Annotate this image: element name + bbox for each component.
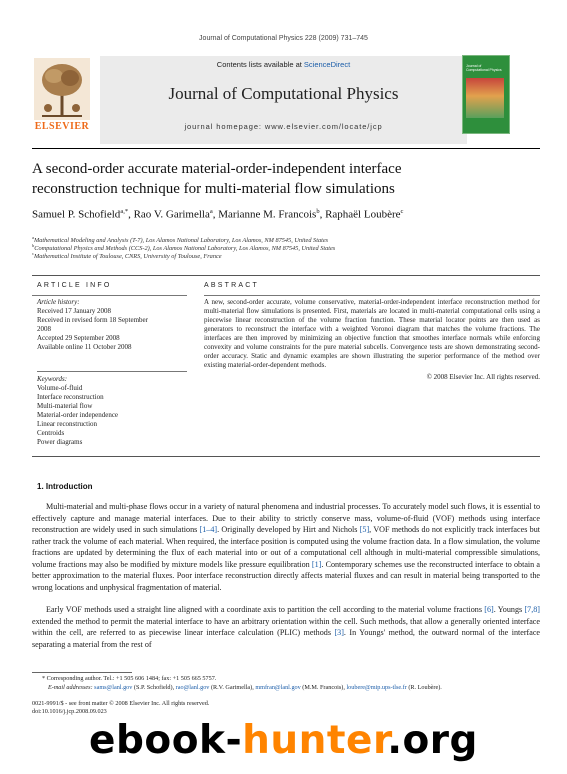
author-separator: , [128,208,134,221]
keyword-item: Centroids [37,429,65,437]
history-entry: Available online 11 October 2008 [37,343,132,351]
email-label: E-mail addresses: [48,684,93,691]
corresponding-author-note: * Corresponding author. Tel.: +1 505 606 1484; fax: +1 505 665 5757. [42,675,217,682]
homepage-label: journal homepage: [184,122,262,131]
journal-citation: Journal of Computational Physics 228 (2009) 731–745 [199,35,368,42]
keywords-rule [37,371,187,372]
paragraph-text: extended the method to permit the material interface to have an arbitrary orientation within the cell. Such methods, that allow a generally oriented interface within the cell, are referred to as piecewise linear interface calculation (PLIC) methods [32,616,540,637]
author-name[interactable]: Samuel P. Schofield [32,208,121,221]
footnote-rule [32,672,132,673]
author-affiliation-marker: a [209,208,213,215]
author-separator: , [212,208,219,221]
citation-link[interactable]: [7,8] [524,605,540,614]
history-entry: 2008 [37,325,51,333]
cover-title: Journal of Computational Physics [466,64,502,72]
abstract-divider [32,456,540,457]
author-name[interactable]: Marianne M. Francois [218,208,317,221]
author-name[interactable]: Rao V. Garimella [133,208,210,221]
citation-link[interactable]: [1] [311,559,322,569]
article-history [37,298,187,352]
keyword-item: Material-order independence [37,411,119,419]
watermark-part-3: .org [387,718,478,763]
abstract-heading: ABSTRACT [204,282,259,289]
elsevier-wordmark: ELSEVIER [34,121,90,132]
history-entry: Accepted 29 September 2008 [37,334,120,342]
paragraph-text: . Originally developed by Hirt and Nichols [217,525,360,534]
email-link[interactable]: sams@lanl.gov [94,684,133,691]
affiliation-divider [32,275,540,276]
journal-title[interactable]: Journal of Computational Physics [168,84,399,103]
citation-link[interactable]: [3] [334,628,344,637]
paragraph-text: Multi-material and multi-phase flows occur in a variety of natural phenomena and industrial processes. To accurately model such flows, it is essential to effectively capture and manage material interfaces. Due to their ability to strictly conserve mass, volume-of-fluid (VOF) methods using interface reconstruction are widely used in such simulations [32,502,540,534]
abstract-copyright: © 2008 Elsevier Inc. All rights reserved. [426,373,540,381]
contents-prefix: Contents lists available at [216,60,302,69]
email-link[interactable]: mmfran@lanl.gov [255,684,301,691]
citation-link[interactable]: [5] [359,525,370,534]
abstract-body: A new, second-order accurate, volume conservative, material-order-independent interface reconstruction method for multi-material flow simulations is presented. First, materials are located in multi-material computational cells using a piecewise linear reconstruction of the volume fraction function. These material locator points are then used as generators to reconstruct the interface with a weighted Voronoi diagram that matches the volume fractions. The interfaces are then improved by minimizing an objective function that smoothes interface normals while enforcing convexity and volume constraints for the pure material subcells. Convergence tests are shown demonstrating second-order accuracy. Static and dynamic examples are shown illustrating the superior performance of the method over existing material-order-dependent methods. [204,298,540,369]
email-addresses [48,684,558,692]
affiliation-a: $^a$Mathematical Modeling and Analysis (T-7), Los Alamos National Laboratory, Los Alamos, NM 87545, United States [32,235,329,245]
intro-paragraph-2 [32,604,540,650]
paper-title-line-2: reconstruction technique for multi-material flow simulations [32,181,395,197]
paragraph-text: Early VOF methods used a straight line aligned with a coordinate axis to partition the cell according to the material volume fractions [46,605,485,614]
doi-line[interactable]: doi:10.1016/j.jcp.2008.09.023 [32,708,107,715]
article-info-heading: ARTICLE INFO [37,282,112,289]
watermark-part-2: hunter [242,718,388,763]
keywords-label: Keywords: [37,375,68,383]
paragraph-text: . Contemporary schemes use the reconstructed interface to obtain a better approximation to the material fluxes. Poor interface reconstruction directly affects material fluxes and can result in material being transported to the wrong locations and unphysical fragmentation of material. [32,559,540,592]
email-owner: (S.P. Schofield), [132,684,176,691]
article-info-rule [32,295,187,296]
author-separator: , [319,208,326,221]
paragraph-text: . In Youngs' method, the outward normal of the interface separating a material from the rest of [32,628,541,649]
ebook-hunter-watermark [0,718,567,763]
homepage-url[interactable]: www.elsevier.com/locate/jcp [264,122,383,131]
affiliation-c: $^c$Mathematical Institute of Toulouse, CNRS, University of Toulouse, France [32,251,222,261]
keyword-item: Multi-material flow [37,402,93,410]
journal-homepage [100,122,467,131]
author-name[interactable]: Raphaël Loubère [325,208,401,221]
paper-title-line-1: A second-order accurate material-order-independent interface [32,161,402,177]
citation-link[interactable]: [1–4] [199,525,218,534]
keyword-item: Interface reconstruction [37,393,104,401]
header-divider [32,148,540,149]
author-affiliation-marker: c [400,208,404,215]
keyword-item: Power diagrams [37,438,83,446]
author-affiliation-marker: b [316,208,320,215]
history-label: Article history: [37,298,80,306]
sciencedirect-link[interactable]: ScienceDirect [303,60,351,69]
history-entry: Received in revised form 18 September [37,316,148,324]
paper-title [32,159,542,199]
author-affiliation-marker: a,* [120,208,129,215]
email-link[interactable]: rao@lanl.gov [175,684,210,691]
issn-line: 0021-9991/$ - see front matter © 2008 Elsevier Inc. All rights reserved. [32,700,210,707]
keywords-list [37,375,187,447]
citation-link[interactable]: [6] [484,605,494,614]
affiliation-b: $^b$Computational Physics and Methods (CCS-2), Los Alamos National Laboratory, Los Alamos, NM 87545, United States [32,243,336,253]
email-owner: (M.M. Francois), [300,684,347,691]
cover-illustration [466,78,504,118]
paragraph-text: . Youngs [493,605,525,614]
contents-availability [100,60,467,69]
paragraph-text: , VOF methods do not explicitly track interfaces but rather track the volume of each material. When required, the interface position is computed using the volume fraction data. In a flow simulation, the volume fractions are updated by determining the flux of each material into or out of a computational cell although in multi-material compressible simulations, volume fractions may also be modified by mixture models like pressure equilibration [32,525,540,569]
abstract-rule [204,295,540,296]
history-entry: Received 17 January 2008 [37,307,112,315]
email-link[interactable]: loubere@mip.ups-tlse.fr [346,684,407,691]
email-owner: (R. Loubère). [406,684,442,691]
intro-paragraph-1 [32,501,540,593]
email-owner: (R.V. Garimella), [209,684,256,691]
section-heading-introduction: 1. Introduction [37,482,93,491]
keyword-item: Volume-of-fluid [37,384,83,392]
watermark-part-1: ebook- [89,718,243,763]
author-list [32,208,542,221]
keyword-item: Linear reconstruction [37,420,98,428]
